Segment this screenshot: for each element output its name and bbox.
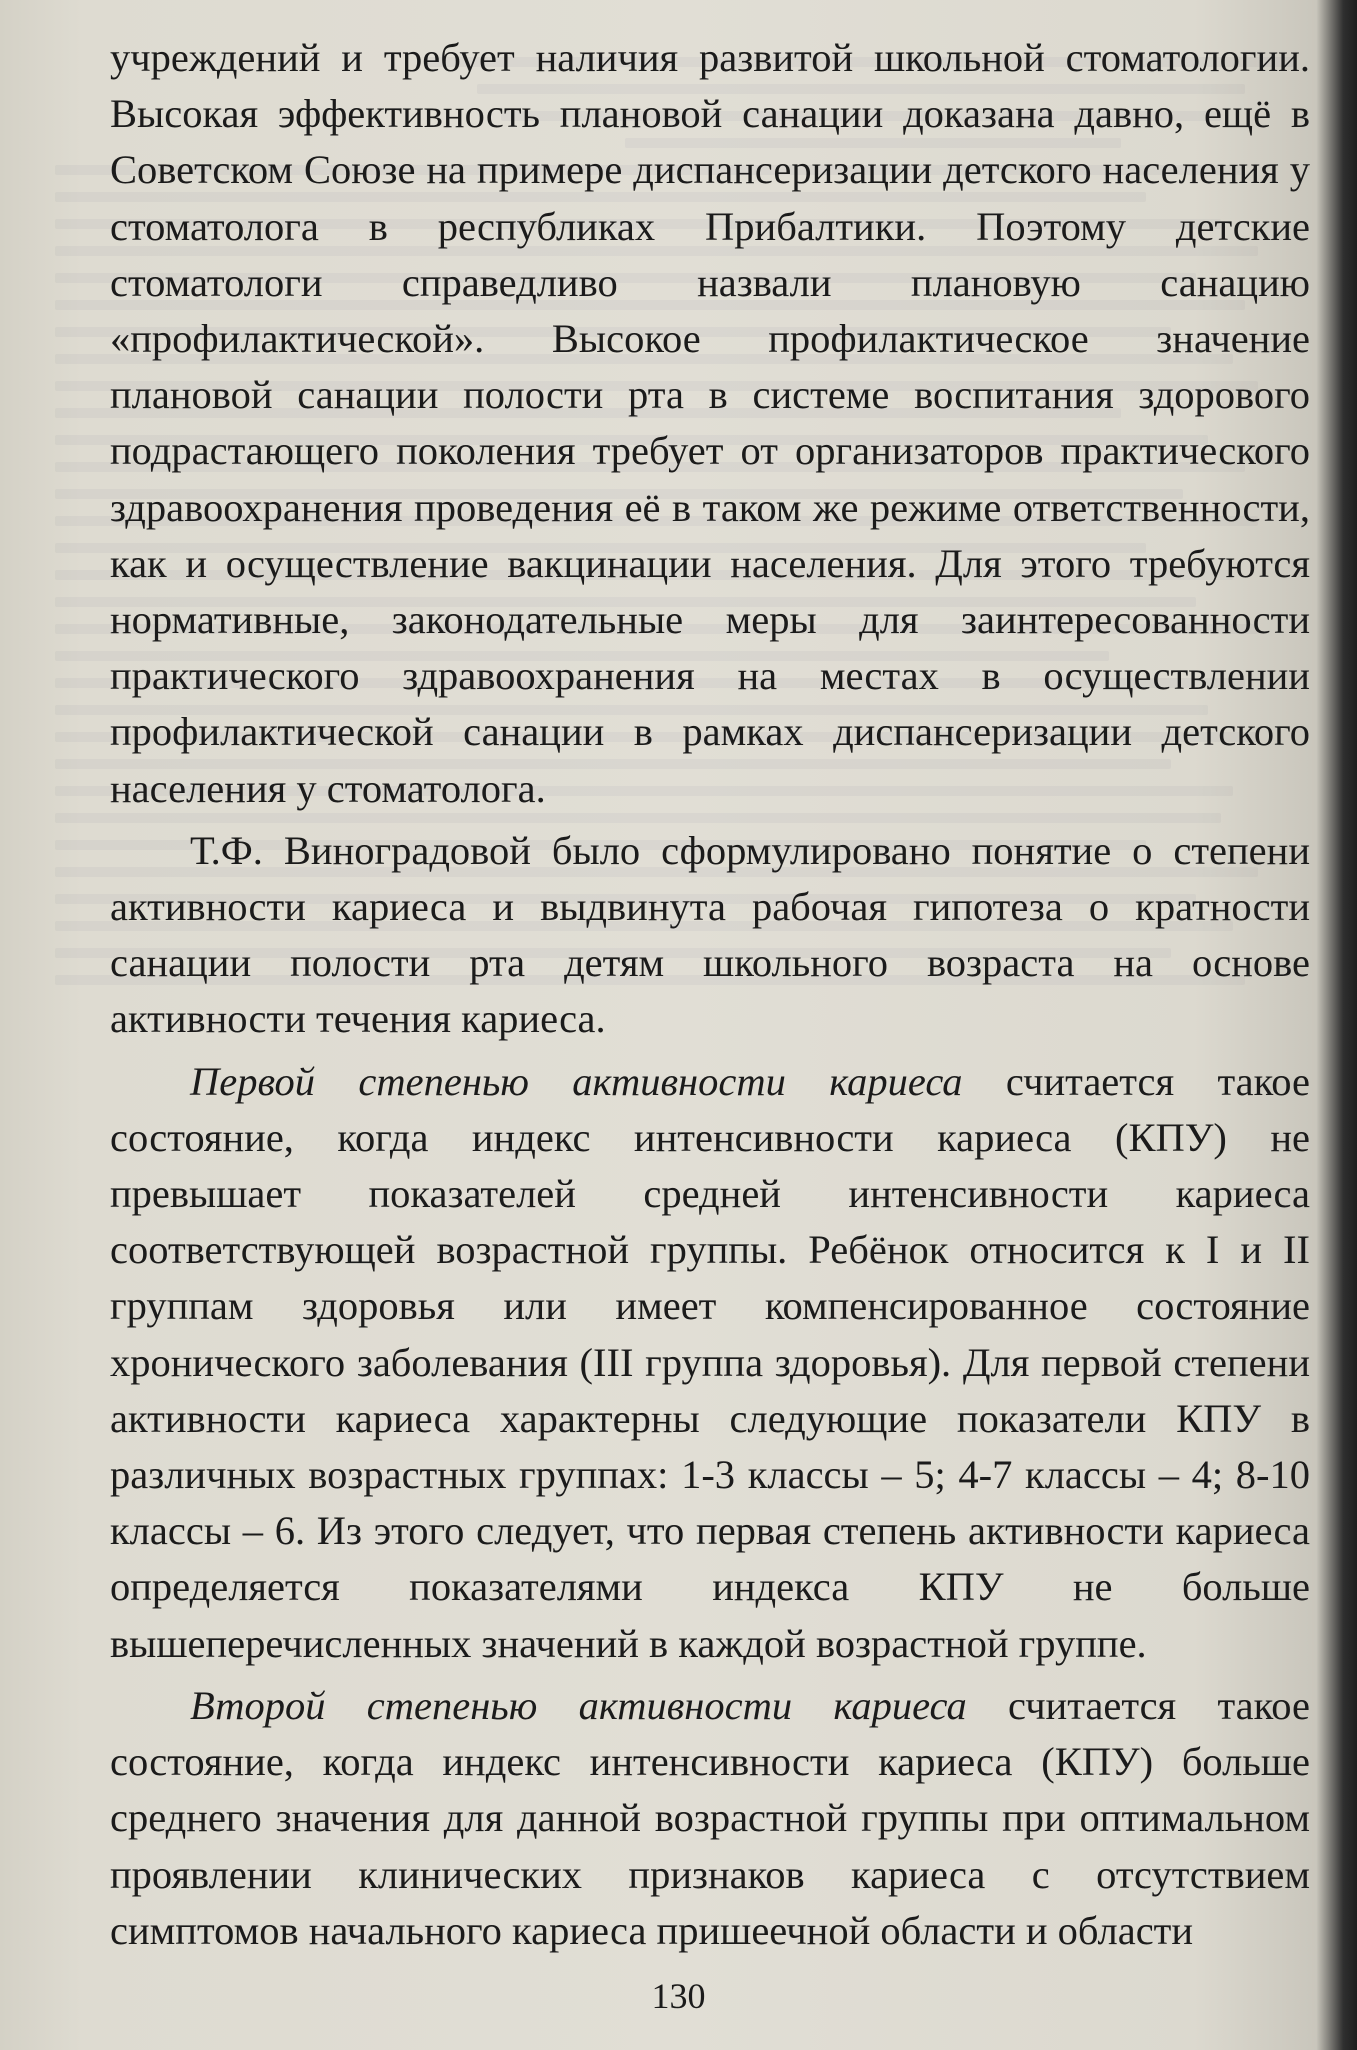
paragraph-body: считается такое состояние, когда индекс интенсивности кариеса (КПУ) не превышает показателей средней интенсивности кариеса соответствующей возрастной группы. Ребёнок относится к I и II группам здоровья или имеет компенсированное состояние хронического заболевания (III группа здоровья). Для первой степени активности кариеса характерны следующие показатели КПУ в различных возрастных группах: 1-3 классы – 5; 4-7 классы – 4; 8-10 классы – 6. Из этого следует, что первая степень активности кариеса определяется показателями индекса КПУ не больше вышеперечисленных значений в каждой возрастной группе. <box>110 1058 1310 1666</box>
paragraph: Т.Ф. Виноградовой было сформулировано понятие о степени активности кариеса и выдвинута рабочая гипотеза о кратности санации полости рта детям школьного возраста на основе активности течения кариеса. <box>110 827 1310 1042</box>
italic-term: Первой степенью активности кариеса <box>190 1058 963 1104</box>
paragraph: учреждений и требует наличия развитой школьной стоматологии. Высокая эффективность плановой санации доказана давно, ещё в Советском Союзе на примере диспансеризации детского населения у стоматолога в республиках Прибалтики. Поэтому детские стоматологи справедливо назвали плановую санацию «профилактической». Высокое профилактическое значение плановой санации полости рта в системе воспитания здорового подрастающего поколения требует от организаторов практического здравоохранения проведения её в таком же режиме ответственности, как и осуществление вакцинации населения. Для этого требуются нормативные, законодательные меры для заинтересованности практического здравоохранения на местах в осуществлении профилактической санации в рамках диспансеризации детского населения у стоматолога. <box>110 35 1310 811</box>
italic-term: Второй степенью активности кариеса <box>190 1682 967 1728</box>
page-number: 130 <box>651 1976 706 2016</box>
body-text <box>110 30 1310 1961</box>
paragraph <box>110 1054 1310 1672</box>
paragraph <box>110 1678 1310 1959</box>
paragraph-body: считается такое состояние, когда индекс интенсивности кариеса (КПУ) больше среднего значения для данной возрастной группы при оптимальном проявлении клинических признаков кариеса с отсутствием симптомов начального кариеса пришеечной области и области <box>110 1682 1310 1953</box>
